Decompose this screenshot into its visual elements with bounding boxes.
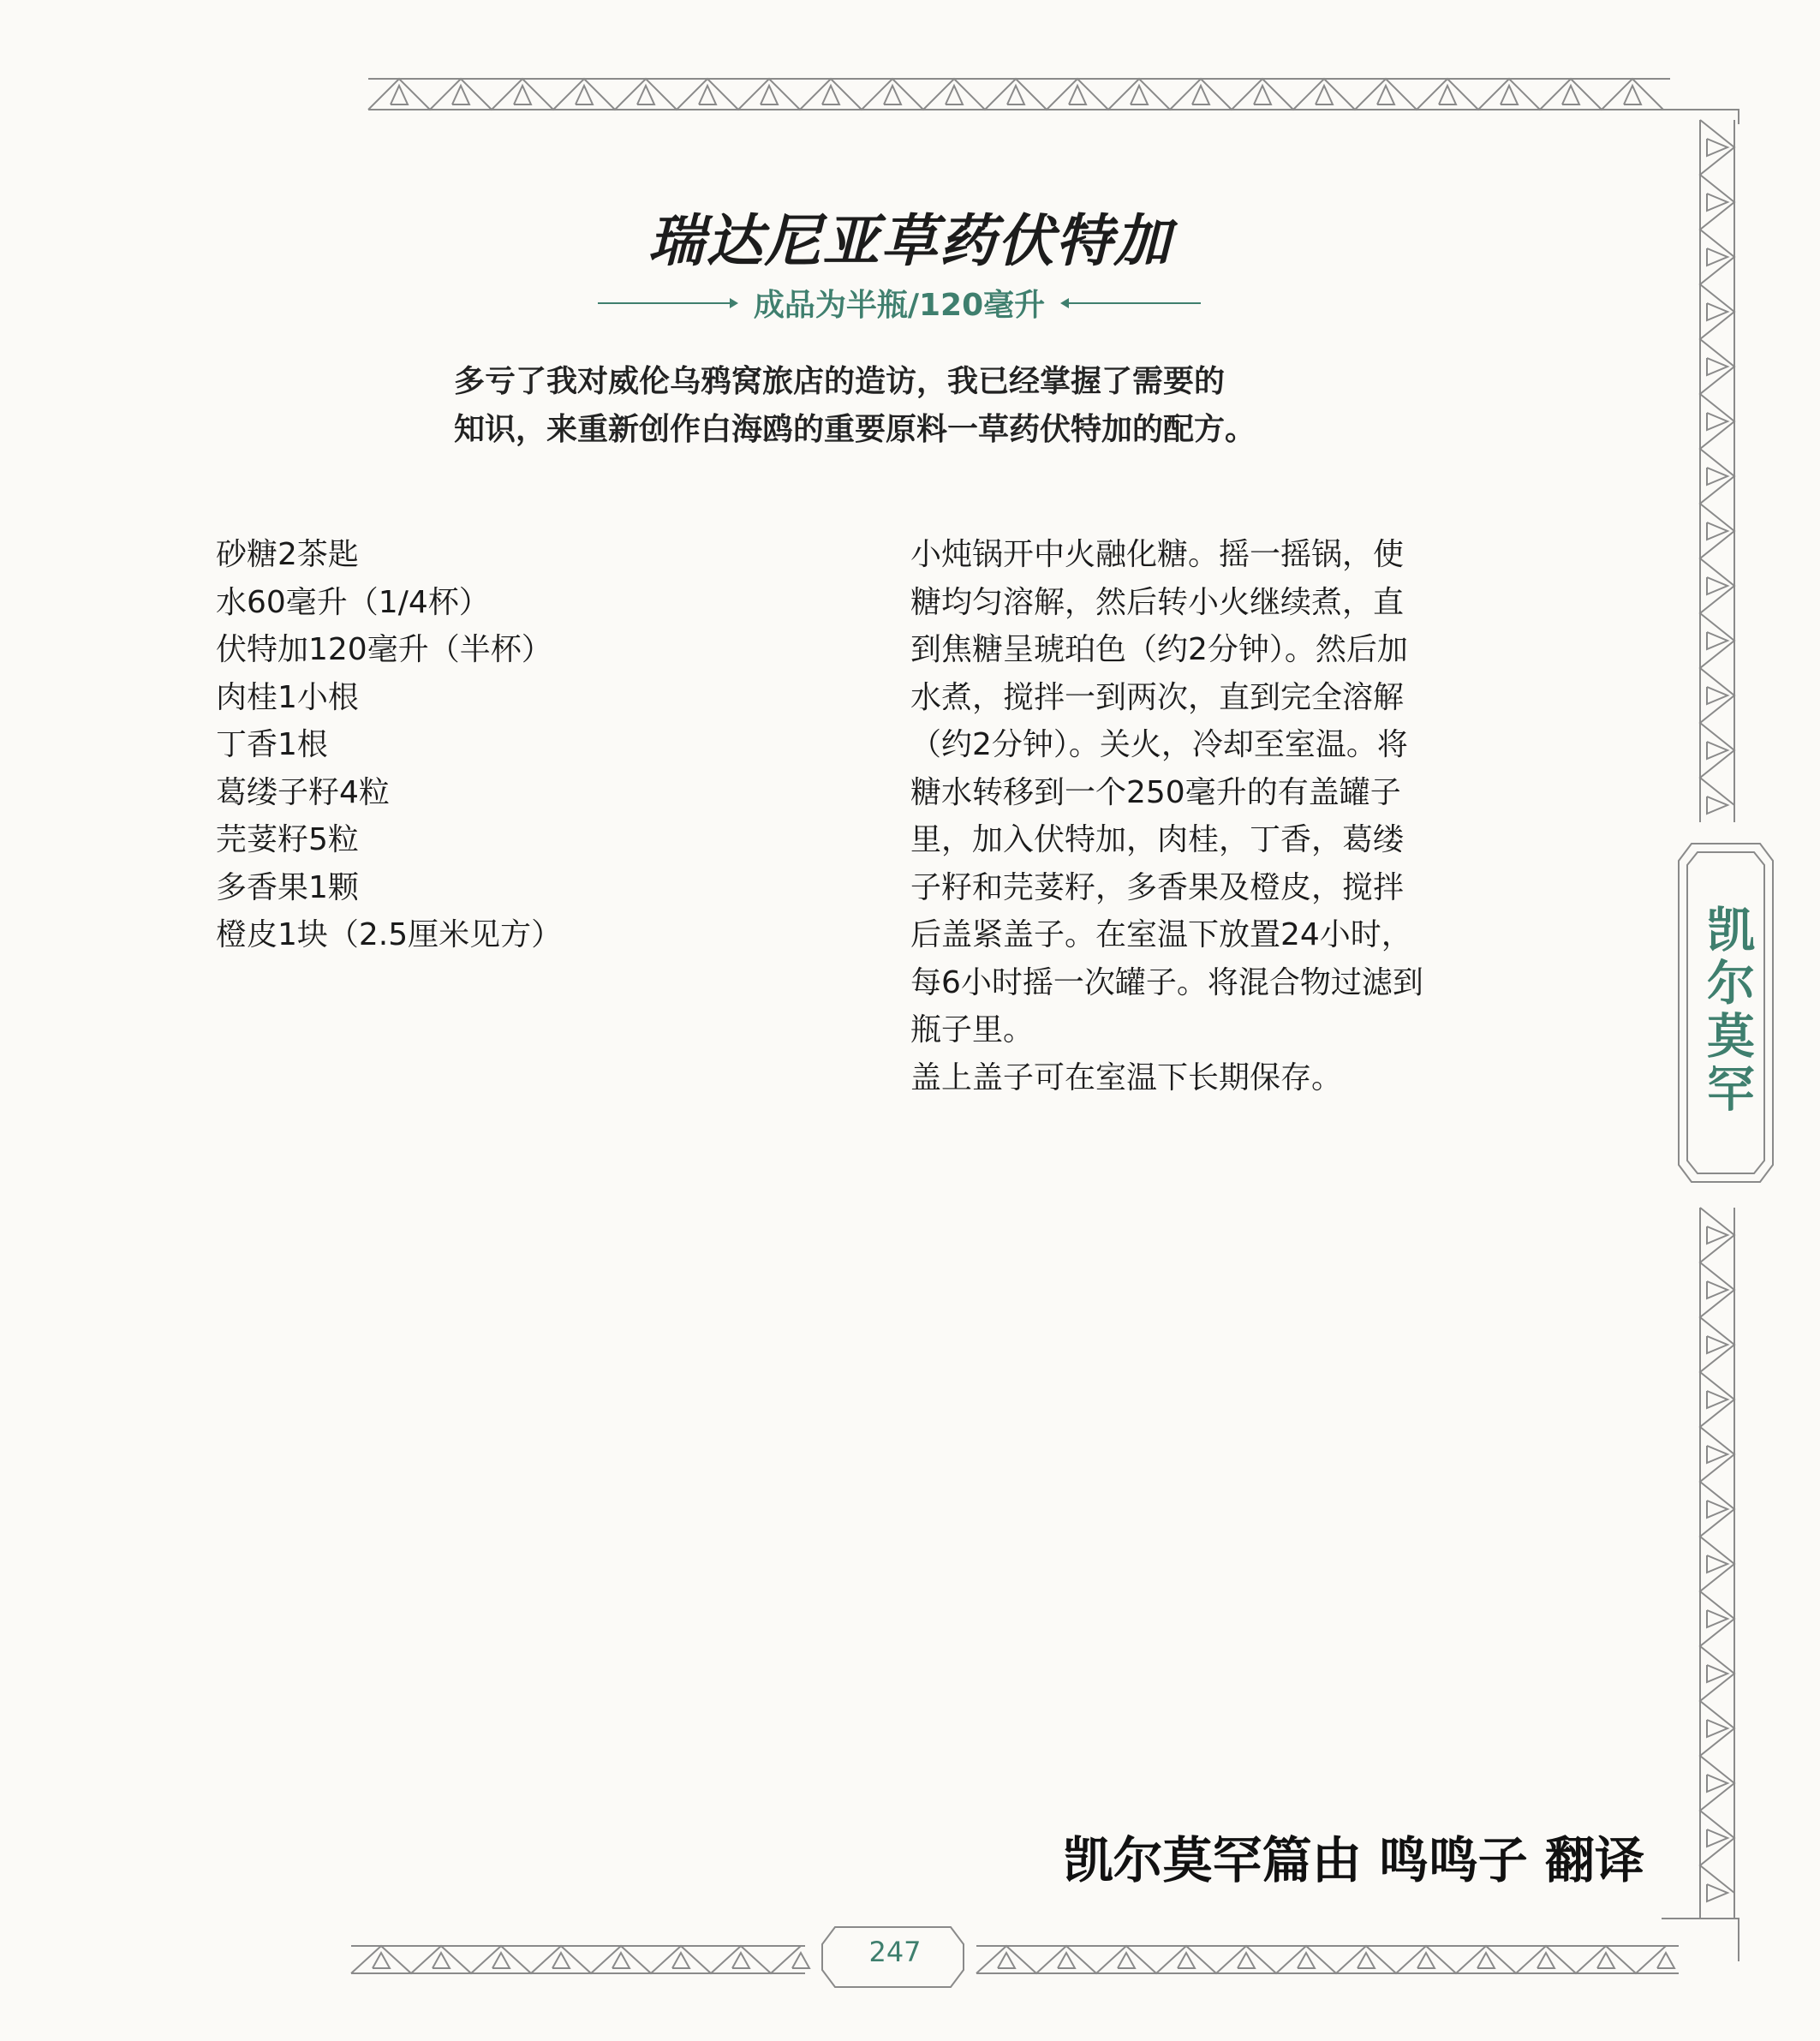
method-line: 里，加入伏特加，肉桂，丁香，葛缕 [910,822,1405,857]
translator-credit: 凯尔莫罕篇由 鸣鸣子 翻译 [1063,1831,1644,1889]
ingredient-item: 肉桂1小根 [216,679,359,715]
method-line: 到焦糖呈琥珀色（约2分钟）。然后加 [910,632,1408,667]
chapter-side-tab [1680,856,1773,1165]
ingredient-item: 芫荽籽5粒 [216,822,359,857]
right-arrow-rule-icon [1064,302,1201,304]
recipe-title: 瑞达尼亚草药伏特加 [647,208,1173,274]
left-arrow-rule-icon [598,302,735,304]
method-line: 每6小时摇一次罐子。将混合物过滤到 [910,964,1423,1000]
intro-line: 知识，来重新创作白海鸥的重要原料一草药伏特加的配方。 [454,412,1256,447]
top-border-band [368,79,1670,110]
ingredient-item: 多香果1颗 [216,869,359,905]
bottom-border-band [351,1946,1679,1973]
method-paragraph [910,531,1527,1101]
subtitle-row [557,281,1242,325]
side-tab-label: 凯尔莫罕 [1699,904,1755,1117]
method-line: 盖上盖子可在室温下长期保存。 [910,1059,1343,1095]
intro-paragraph [454,358,1396,454]
page-number: 247 [868,1936,922,1968]
method-line: 后盖紧盖子。在室温下放置24小时， [910,917,1412,952]
yield-subtitle: 成品为半瓶/120毫升 [753,288,1046,323]
ingredient-item: 葛缕子籽4粒 [216,774,390,810]
ingredient-item: 丁香1根 [216,727,328,762]
intro-line: 多亏了我对威伦乌鸦窝旅店的造访，我已经掌握了需要的 [454,364,1226,399]
ingredient-item: 橙皮1块（2.5厘米见方） [216,917,563,952]
ingredient-item: 伏特加120毫升（半杯） [216,632,552,667]
method-line: 糖水转移到一个250毫升的有盖罐子 [910,774,1401,810]
method-line: 糖均匀溶解，然后转小火继续煮，直 [910,584,1405,620]
method-line: 小炖锅开中火融化糖。摇一摇锅，使 [910,537,1405,572]
ingredient-item: 砂糖2茶匙 [216,537,359,572]
method-line: 子籽和芫荽籽，多香果及橙皮，搅拌 [910,869,1405,905]
ingredient-item: 水60毫升（1/4杯） [216,584,490,620]
method-line: 瓶子里。 [910,1012,1035,1047]
ingredients-list [216,531,815,959]
method-line: 水煮，搅拌一到两次，直到完全溶解 [910,679,1405,715]
method-line: （约2分钟）。关火，冷却至室温。将 [910,727,1408,762]
